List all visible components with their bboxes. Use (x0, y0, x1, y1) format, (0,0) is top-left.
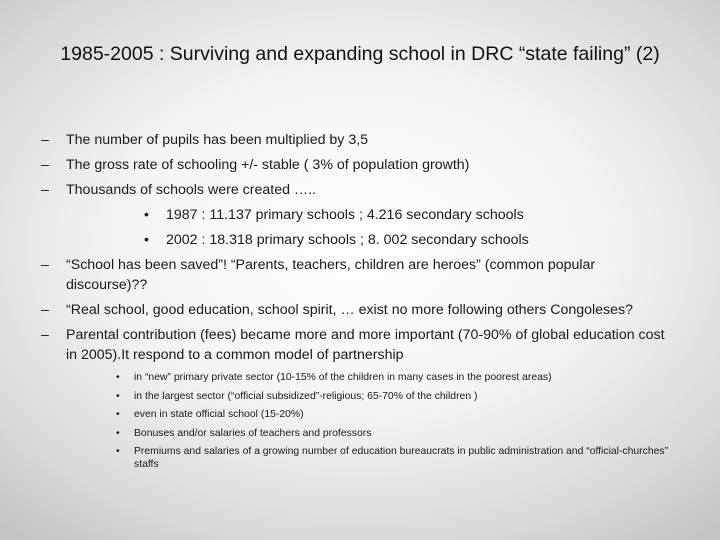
sub-sub-list-item (36, 445, 686, 471)
list-item (36, 300, 686, 320)
list-item-text: “School has been saved”! “Parents, teachers, children are heroes” (common popular discourse)?? (66, 257, 596, 293)
bullet-marker: • (144, 232, 149, 248)
sub-sub-list-item (36, 408, 686, 421)
slide-body (36, 130, 686, 477)
sub-list-item (36, 205, 686, 225)
sub-sub-list-item (36, 371, 686, 384)
dash-marker: – (41, 257, 49, 273)
bullet-marker: • (116, 427, 120, 439)
partnership-sub-list (36, 371, 686, 471)
list-item (36, 155, 686, 175)
sub-list-item-text: 2002 : 18.318 primary schools ; 8. 002 secondary schools (166, 232, 529, 248)
dash-marker: – (41, 182, 49, 198)
bullet-marker: • (116, 409, 120, 420)
sub-sub-list-item (36, 390, 686, 403)
sub-sub-list-item (36, 427, 686, 440)
sub-list-item (36, 230, 686, 250)
list-item (36, 255, 686, 295)
list-item-text: The gross rate of schooling +/- stable ( 3% of population growth) (66, 157, 470, 173)
list-item-text: Parental contribution (fees) became more and more important (70-90% of global education cost in 2005).It respond to a common model of partnership (66, 327, 665, 363)
slide-title: 1985-2005 : Surviving and expanding school in DRC “state failing” (2) (60, 43, 660, 65)
dash-marker: – (41, 157, 49, 173)
sub-sub-list-item-text: in “new” primary private sector (10-15% of the children in many cases in the poorest areas) (134, 372, 552, 383)
sub-sub-list-item-text: Bonuses and/or salaries of teachers and professors (134, 427, 372, 439)
sub-sub-list-item-text: in the largest sector (“official subsidized”-religious; 65-70% of the children ) (134, 390, 478, 402)
sub-sub-list-item-text: Premiums and salaries of a growing number of education bureaucrats in public administration and “official-churches” staffs (134, 446, 669, 470)
bullet-marker: • (116, 446, 120, 457)
dash-marker: – (41, 132, 49, 148)
list-item-text: “Real school, good education, school spirit, … exist no more following others Congoleses? (66, 302, 634, 318)
dash-marker: – (41, 327, 49, 343)
bullet-marker: • (116, 390, 120, 402)
sub-sub-list-item-text: even in state official school (15-20%) (134, 409, 304, 420)
list-item (36, 130, 686, 150)
bullet-marker: • (144, 207, 149, 223)
list-item-text: Thousands of schools were created ….. (66, 182, 316, 198)
list-item (36, 180, 686, 200)
list-item (36, 325, 686, 365)
dash-marker: – (41, 302, 49, 318)
sub-list-item-text: 1987 : 11.137 primary schools ; 4.216 secondary schools (166, 207, 524, 223)
list-item-text: The number of pupils has been multiplied by 3,5 (66, 132, 369, 148)
bullet-marker: • (116, 372, 120, 383)
